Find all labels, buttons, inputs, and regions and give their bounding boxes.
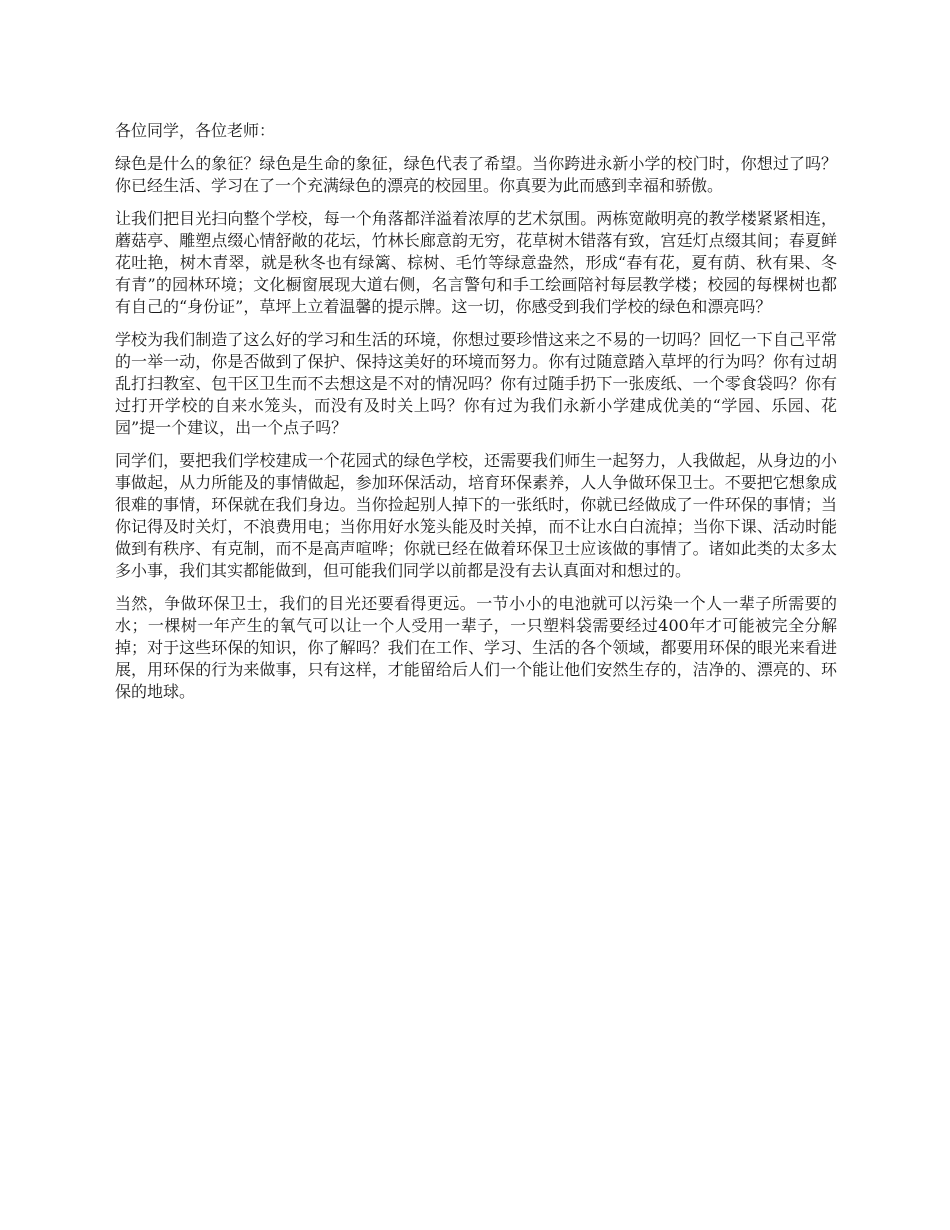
salutation: 各位同学，各位老师： <box>115 121 276 140</box>
paragraph-start-small: 同学们，要把我们学校建成一个花园式的绿色学校，还需要我们师生一起努力，人我做起，从身边的小事做起，从力所能及的事情做起，参加环保活动，培育环保素养，人人争做环保卫士。不要把它想象成很难的事情，环保就在我们身边。当你捡起别人掉下的一张纸时，你就已经做成了一件环保的事情；当你记得及时关灯，不浪费用电；当你用好水笼头能及时关掉，而不让水白白流掉；当你下课、活动时能做到有秩序、有克制，而不是高声喧哗；你就已经在做着环保卫士应该做的事情了。诸如此类的太多太多小事，我们其实都能做到，但可能我们同学以前都是没有去认真面对和想过的。 <box>115 451 837 580</box>
paragraph-green-symbol: 绿色是什么的象征？绿色是生命的象征，绿色代表了希望。当你跨进永新小学的校门时，你想过了吗？你已经生活、学习在了一个充满绿色的漂亮的校园里。你真要为此而感到幸福和骄傲。 <box>115 154 837 195</box>
document-page <box>115 120 837 714</box>
paragraph-campus-view: 让我们把目光扫向整个学校，每一个角落都洋溢着浓厚的艺术氛围。两栋宽敞明亮的教学楼紧紧相连，蘑菇亭、雕塑点缀心情舒敞的花坛，竹林长廊意韵无穷，花草树木错落有致，宫廷灯点缀其间；春夏鲜花吐艳，树木青翠，就是秋冬也有绿篱、棕树、毛竹等绿意盎然，形成“春有花，夏有荫、秋有果、冬有青”的园林环境；文化橱窗展现大道右侧，名言警句和手工绘画陪衬每层教学楼；校园的每棵树也都有自己的“身份证”，草坪上立着温馨的提示牌。这一切，你感受到我们学校的绿色和漂亮吗？ <box>115 209 837 316</box>
paragraph-cherish-environment: 学校为我们制造了这么好的学习和生活的环境，你想过要珍惜这来之不易的一切吗？回忆一下自己平常的一举一动，你是否做到了保护、保持这美好的环境而努力。你有过随意踏入草坪的行为吗？你有过胡乱打扫教室、包干区卫生而不去想这是不对的情况吗？你有过随手扔下一张废纸、一个零食袋吗？你有过打开学校的自来水笼头，而没有及时关上吗？你有过为我们永新小学建成优美的“学园、乐园、花园”提一个建议，出一个点子吗？ <box>115 330 837 437</box>
paragraph-look-further: 当然，争做环保卫士，我们的目光还要看得更远。一节小小的电池就可以污染一个人一辈子所需要的水；一棵树一年产生的氧气可以让一个人受用一辈子，一只塑料袋需要经过400年才可能被完全分解掉；对于这些环保的知识，你了解吗？我们在工作、学习、生活的各个领域，都要用环保的眼光来看进展，用环保的行为来做事，只有这样，才能留给后人们一个能让他们安然生存的，洁净的、漂亮的、环保的地球。 <box>115 594 837 701</box>
